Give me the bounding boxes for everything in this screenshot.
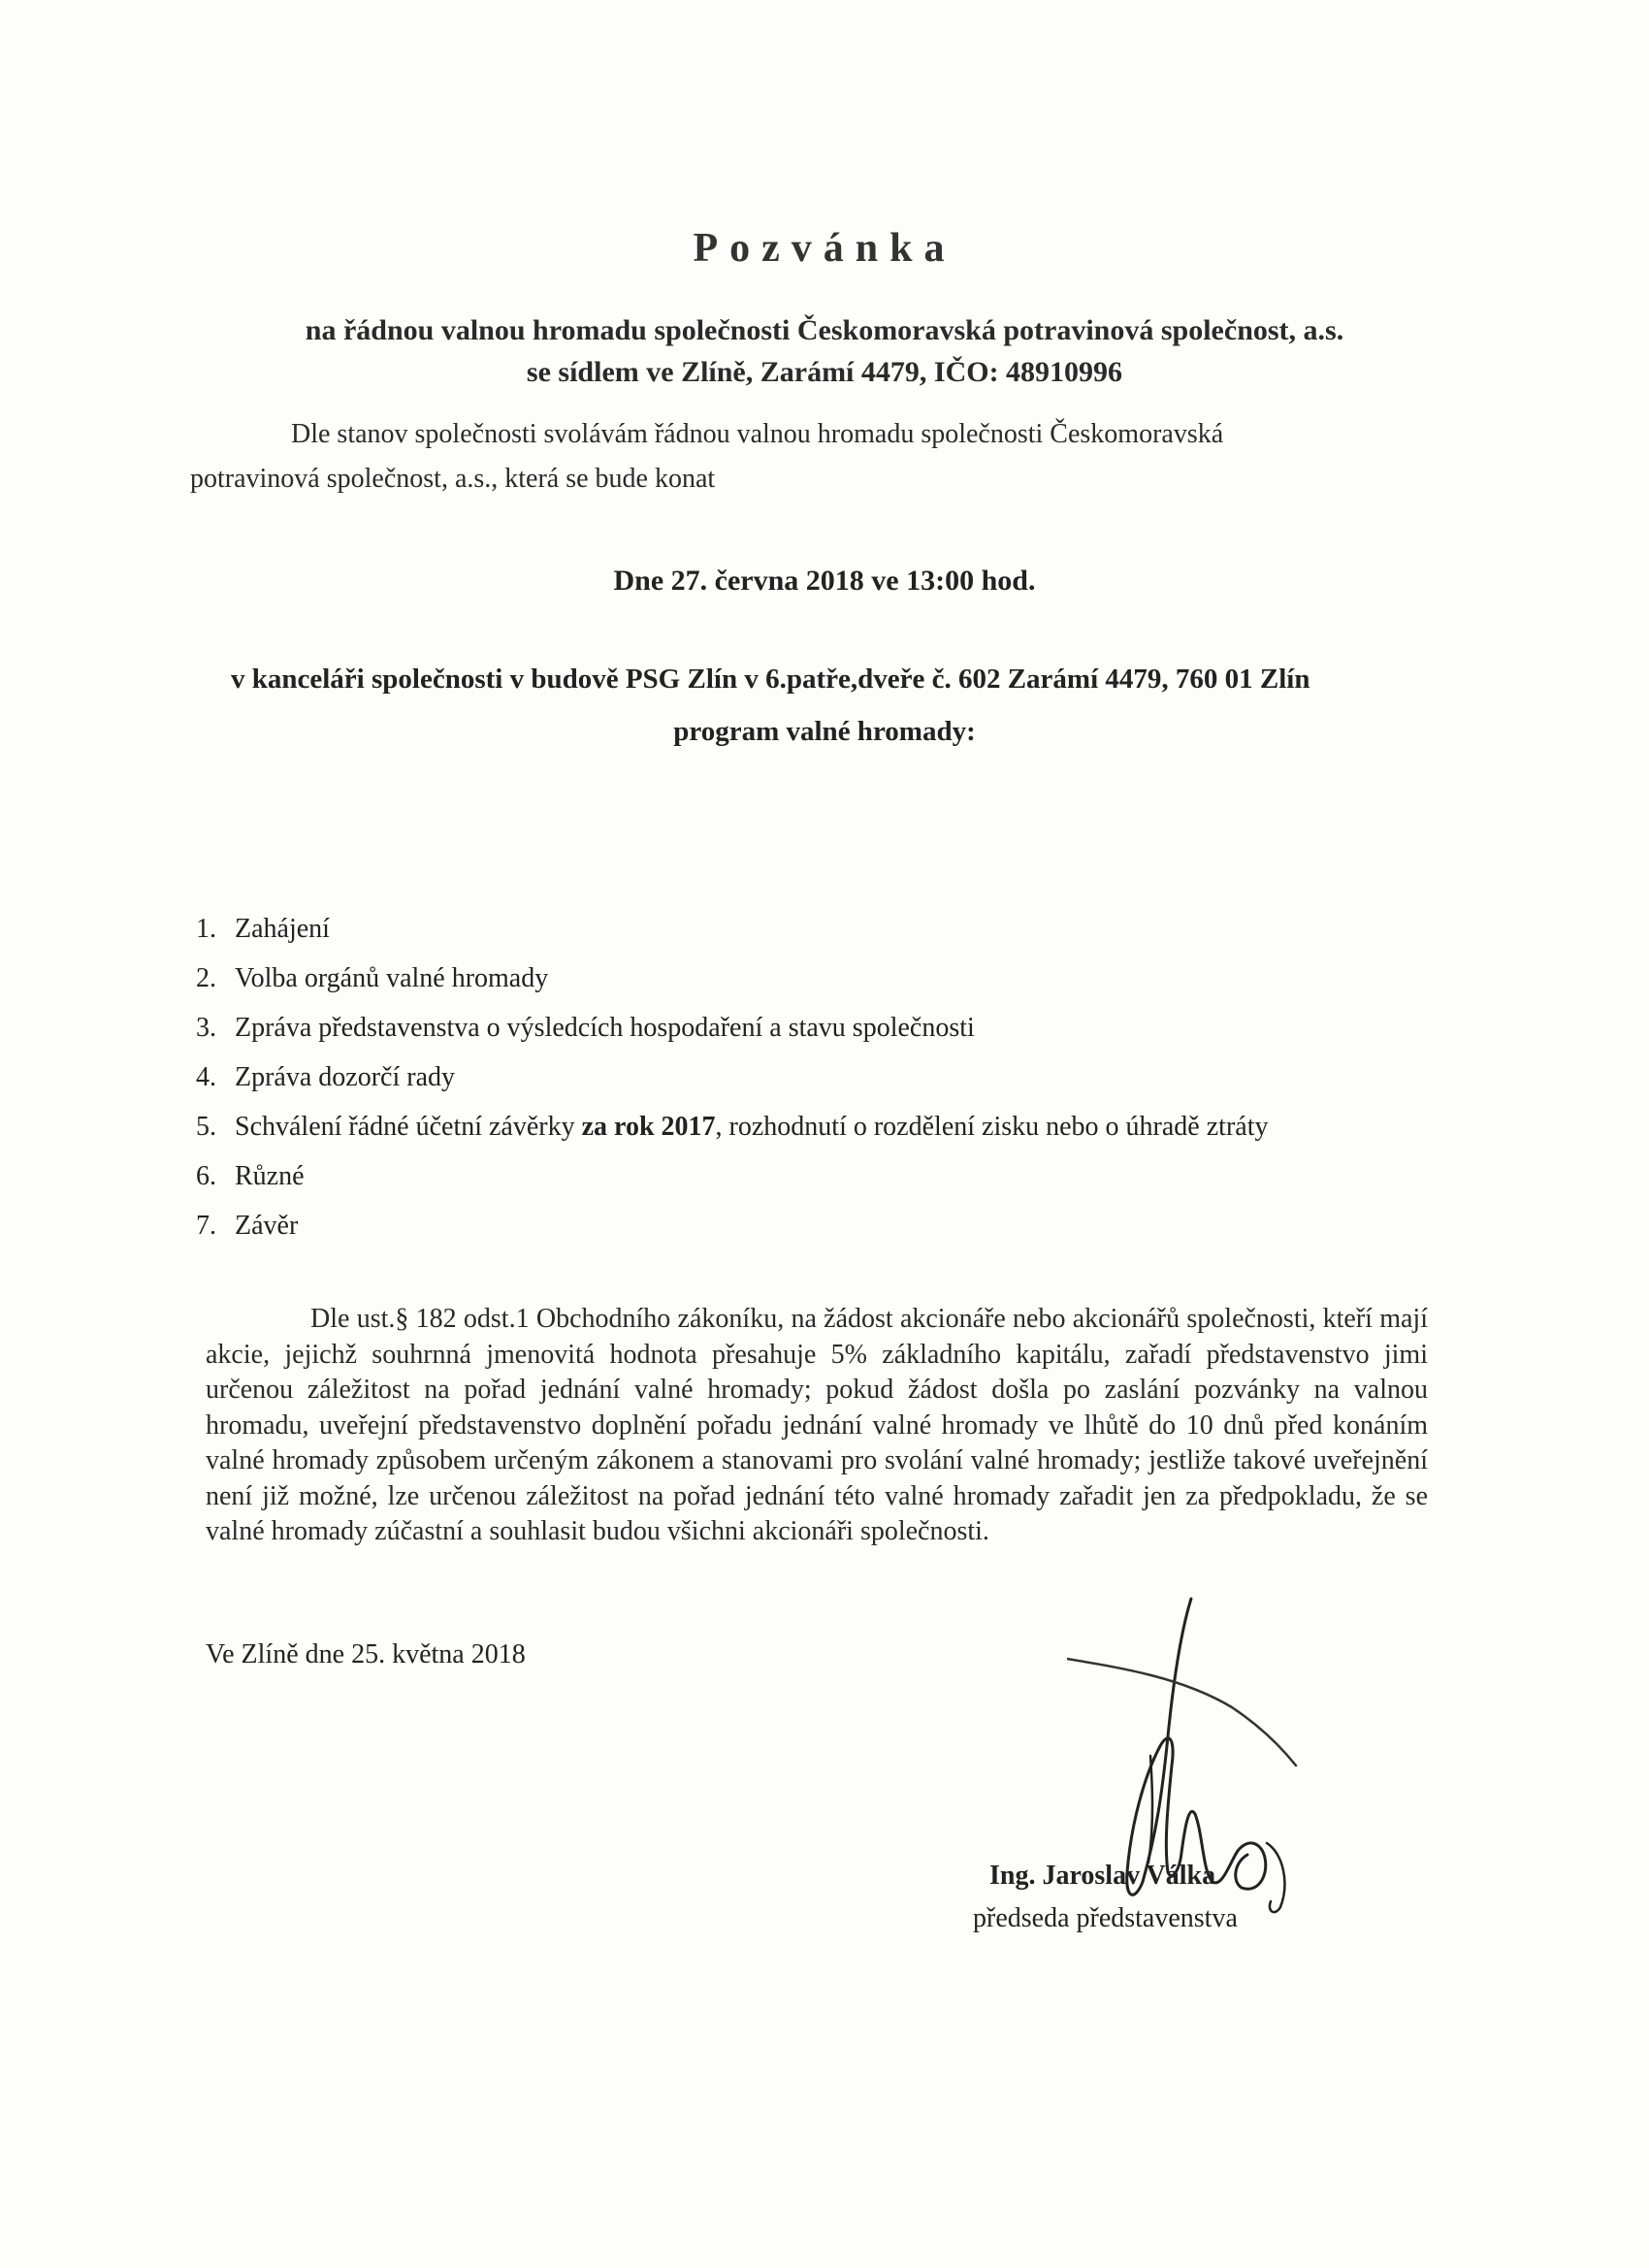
agenda-item-text-rest: , rozhodnutí o rozdělení zisku nebo o úhradě ztráty [715,1112,1269,1142]
agenda-item-number: 5. [196,1112,216,1142]
agenda-item-text: Volba orgánů valné hromady [235,963,549,993]
agenda-item-text: Zpráva představenstva o výsledcích hospodaření a stavu společnosti [235,1013,975,1043]
program-heading: program valné hromady: [673,716,976,747]
agenda-item-text: Zpráva dozorčí rady [235,1062,455,1092]
signer-role: předseda představenstva [973,1903,1238,1933]
agenda-item [196,1062,1268,1112]
intro-text-line2: potravinová společnost, a.s., která se bude konat [190,464,716,494]
agenda-item-text: Schválení řádné účetní závěrky [235,1112,582,1142]
agenda-item-text: Závěr [235,1211,299,1241]
agenda-item [196,914,1268,963]
agenda-item-text: Zahájení [235,914,330,944]
agenda-item-year: za rok 2017 [581,1112,716,1142]
agenda-item-number: 6. [196,1161,216,1191]
subtitle-address: se sídlem ve Zlíně, Zarámí 4479, IČO: 48910996 [526,356,1123,388]
agenda-item [196,1211,1268,1260]
document-title: Pozvánka [693,226,956,271]
legal-paragraph: Dle ust.§ 182 odst.1 Obchodního zákoníku, na žádost akcionáře nebo akcionářů společnosti, kteří mají akcie, jejichž souhrnná jmenovitá hodnota přesahuje 5% základního kapitálu, zařadí představenstvo jimi určenou záležitost na pořad jednání valné hromady; pokud žádost došla po zaslání pozvánky na valnou hromadu, uveřejní představenstvo doplnění pořadu jednání valné hromady ve lhůtě do 10 dnů před konáním valné hromady způsobem určeným zákonem a stanovami pro svolání valné hromady; jestliže takové uveřejnění není již možné, lze určenou záležitost na pořad jednání této valné hromady zařadit jen za předpokladu, že se valné hromady zúčastní a souhlasit budou všichni akcionáři společnosti. [206,1304,1428,1546]
meeting-date: Dne 27. června 2018 ve 13:00 hod. [613,565,1036,597]
agenda-item [196,1161,1268,1211]
agenda-item [196,1112,1268,1161]
agenda-item-number: 4. [196,1062,216,1092]
agenda-item [196,1013,1268,1062]
agenda-item-number: 2. [196,963,216,993]
agenda-item-text: Různé [235,1161,305,1191]
meeting-place: v kanceláři společnosti v budově PSG Zlín v 6.patře,dveře č. 602 Zarámí 4479, 760 01 Zlín [231,664,1310,695]
agenda-list [196,914,1268,1260]
agenda-item-number: 7. [196,1211,216,1241]
subtitle-company: na řádnou valnou hromadu společnosti Českomoravská potravinová společnost, a.s. [305,314,1344,346]
intro-text-line1: Dle stanov společnosti svolávám řádnou valnou hromadu společnosti Českomoravská [291,419,1224,449]
signer-name: Ing. Jaroslav Válka [989,1861,1216,1891]
agenda-item-number: 1. [196,914,216,944]
place-and-date: Ve Zlíně dne 25. května 2018 [206,1639,526,1669]
agenda-item-number: 3. [196,1013,216,1043]
agenda-item [196,963,1268,1013]
